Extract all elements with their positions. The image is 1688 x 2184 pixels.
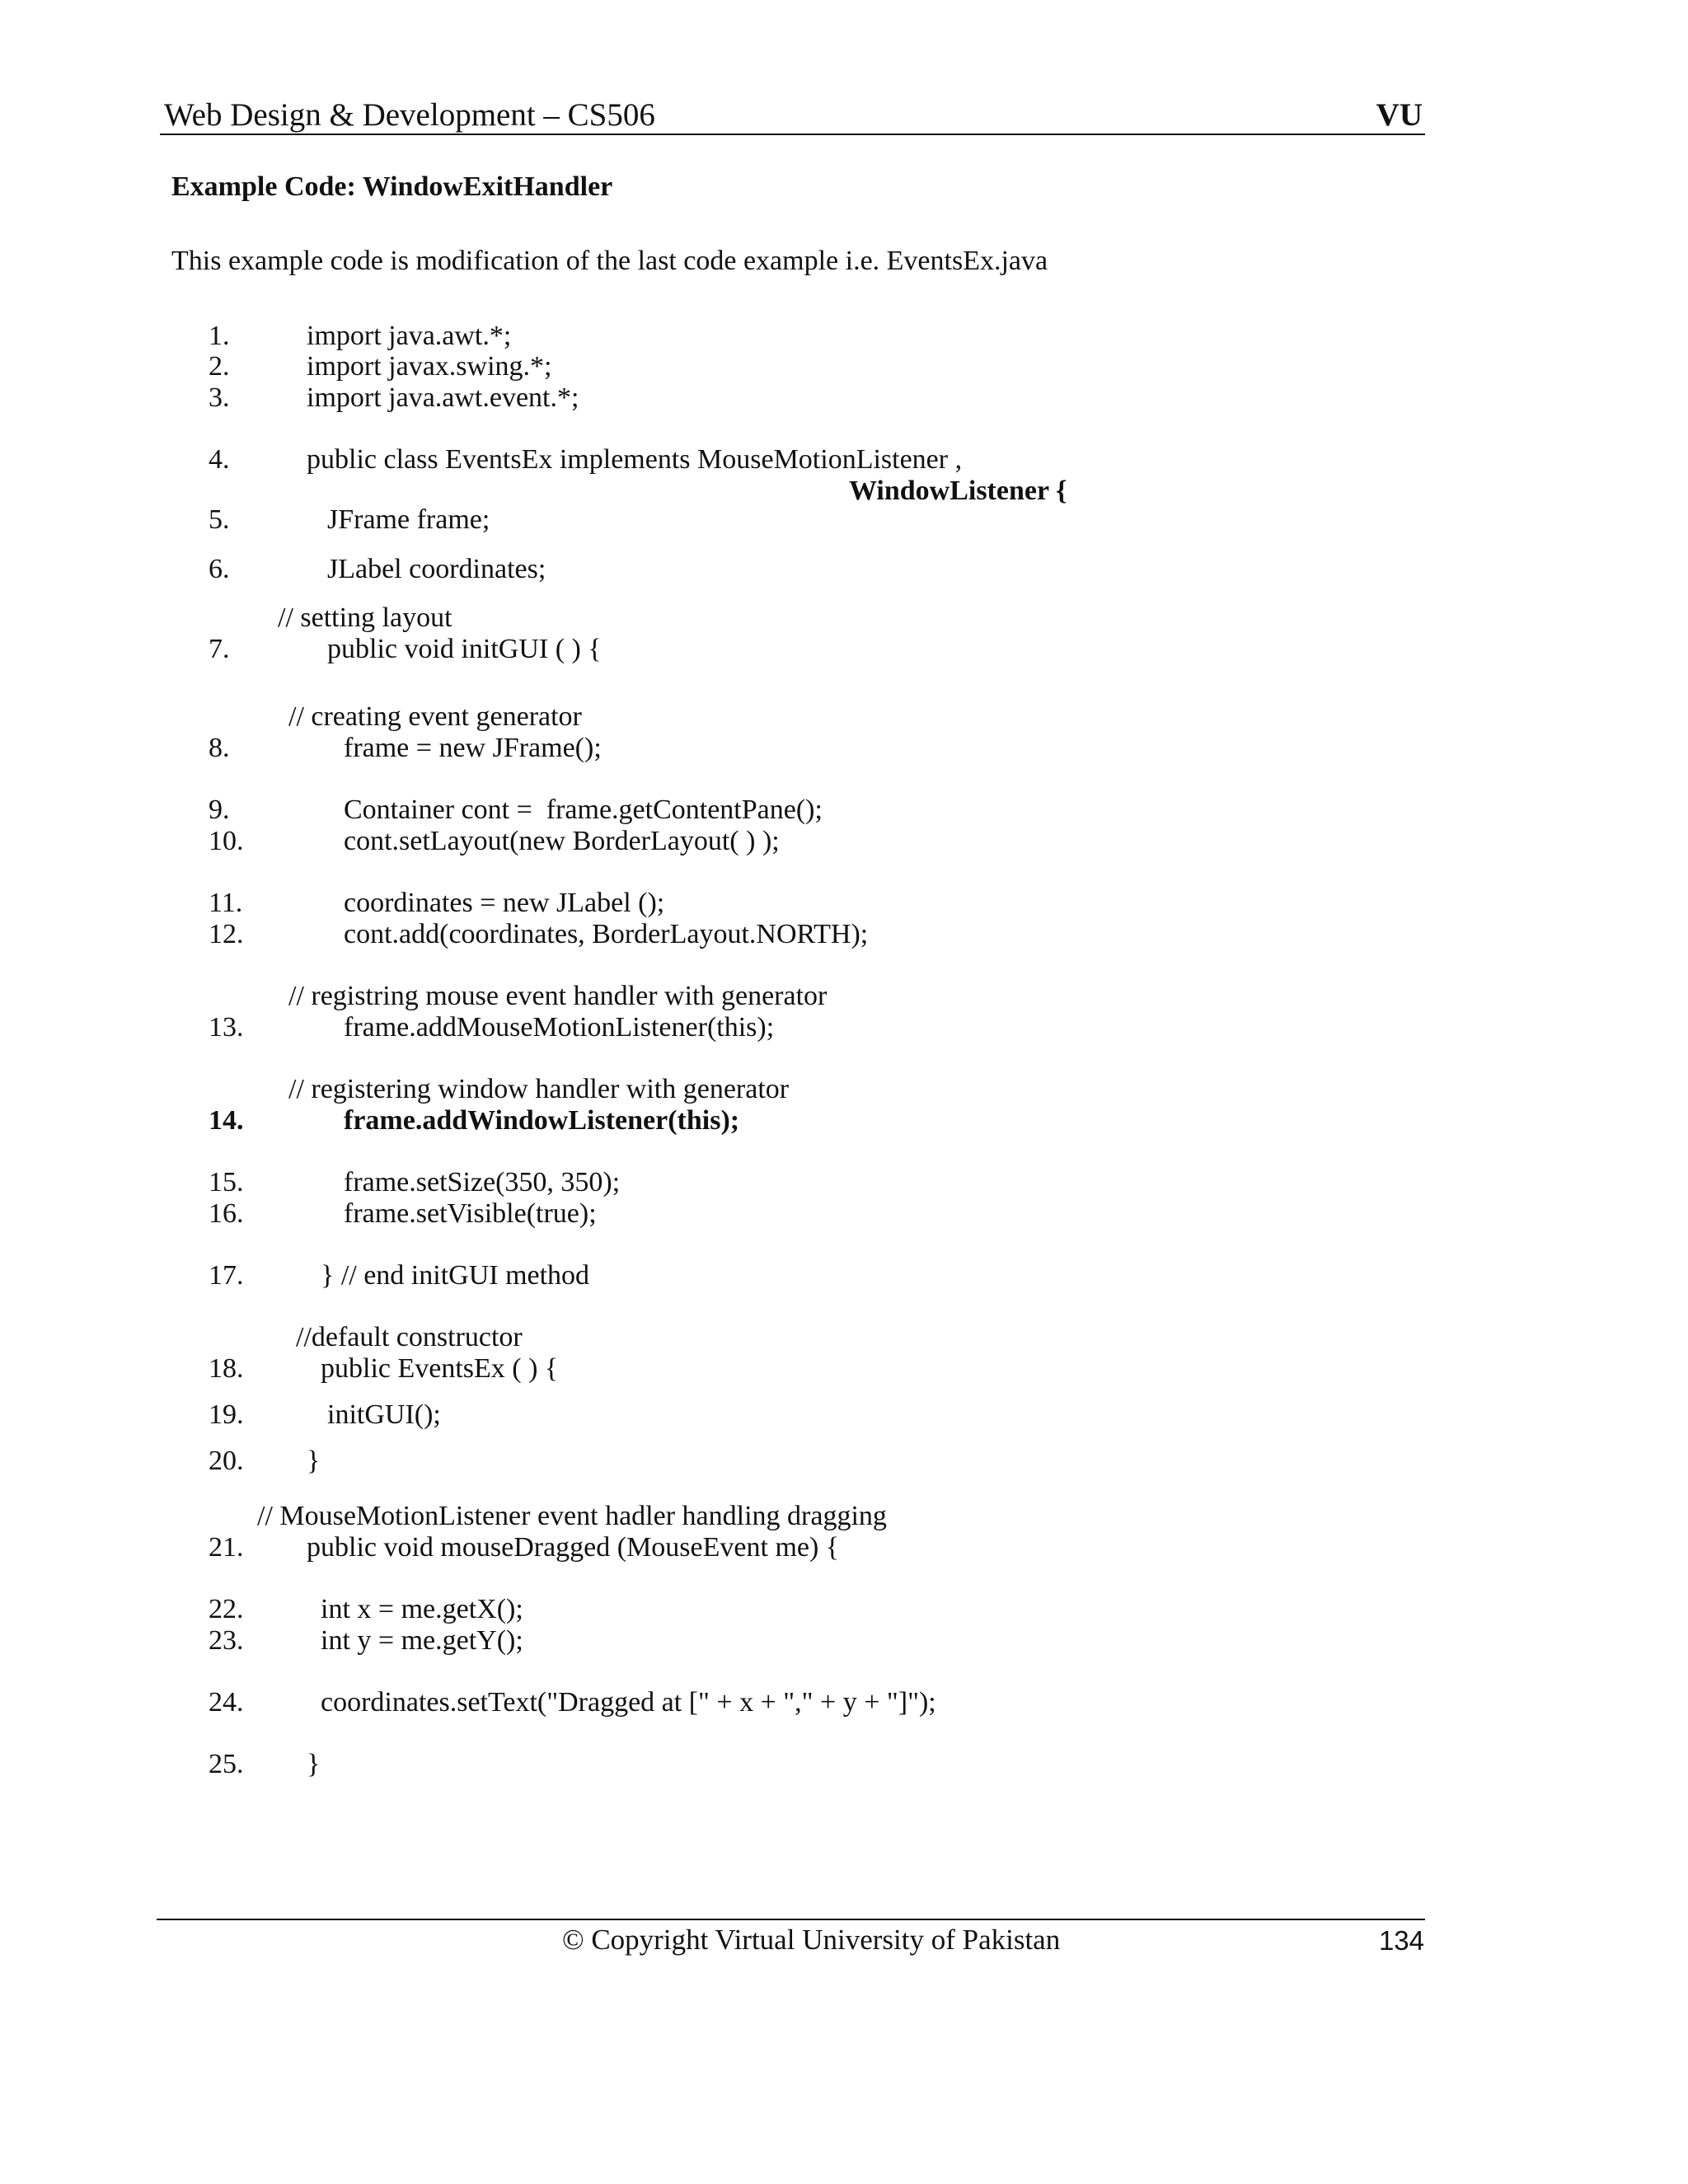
- line-number: 15.: [209, 1167, 244, 1197]
- code-comment: // creating event generator: [288, 701, 582, 732]
- line-number: 7.: [209, 634, 230, 664]
- line-number: 8.: [209, 733, 230, 763]
- code-line: public void mouseDragged (MouseEvent me) {: [307, 1532, 840, 1563]
- line-number: 24.: [209, 1687, 244, 1718]
- code-line: public void initGUI ( ) {: [327, 634, 602, 664]
- code-line: frame.setSize(350, 350);: [344, 1167, 621, 1197]
- line-number: 23.: [209, 1625, 244, 1656]
- code-comment: // setting layout: [278, 602, 452, 633]
- code-line: frame.setVisible(true);: [344, 1198, 597, 1229]
- code-line: cont.add(coordinates, BorderLayout.NORTH);: [344, 919, 869, 949]
- code-line: coordinates = new JLabel ();: [344, 888, 665, 918]
- code-line: }: [307, 1749, 321, 1779]
- line-number: 12.: [209, 919, 244, 949]
- line-number: 18.: [209, 1353, 244, 1384]
- header-title: Web Design & Development – CS506: [164, 97, 655, 133]
- code-line: public class EventsEx implements MouseMotionListener ,: [307, 444, 963, 475]
- code-comment: // registring mouse event handler with generator: [288, 981, 828, 1011]
- code-comment: // registering window handler with generator: [288, 1074, 790, 1104]
- line-number: 20.: [209, 1446, 244, 1476]
- code-line: frame.addWindowListener(this);: [344, 1105, 740, 1136]
- header-rule: [160, 134, 1425, 135]
- line-number: 21.: [209, 1532, 244, 1563]
- code-line: cont.setLayout(new BorderLayout( ) );: [344, 826, 780, 856]
- line-number: 10.: [209, 826, 244, 856]
- code-line: import java.awt.*;: [307, 321, 512, 351]
- line-number: 17.: [209, 1260, 244, 1291]
- code-line: coordinates.setText("Dragged at [" + x + "," + y + "]");: [321, 1687, 936, 1718]
- line-number: 6.: [209, 554, 230, 584]
- code-comment: //default constructor: [296, 1322, 523, 1352]
- code-line: JFrame frame;: [327, 504, 490, 535]
- line-number: 3.: [209, 382, 230, 413]
- footer-copyright: © Copyright Virtual University of Pakistan: [562, 1924, 1061, 1956]
- line-number: 13.: [209, 1012, 244, 1043]
- line-number: 4.: [209, 444, 230, 475]
- code-line: JLabel coordinates;: [327, 554, 546, 584]
- code-line: } // end initGUI method: [321, 1260, 590, 1291]
- code-line-continuation: WindowListener {: [849, 476, 1067, 506]
- intro-paragraph: This example code is modification of the last code example i.e. EventsEx.java: [171, 246, 1048, 276]
- code-line: initGUI();: [327, 1399, 441, 1430]
- section-title: Example Code: WindowExitHandler: [171, 171, 613, 202]
- code-line: import java.awt.event.*;: [307, 382, 579, 413]
- line-number: 16.: [209, 1198, 244, 1229]
- code-comment: // MouseMotionListener event hadler handling dragging: [257, 1501, 887, 1531]
- line-number: 9.: [209, 794, 230, 825]
- code-line: frame = new JFrame();: [344, 733, 602, 763]
- line-number: 1.: [209, 321, 230, 351]
- header-logo-text: VU: [1376, 97, 1423, 133]
- code-line: frame.addMouseMotionListener(this);: [344, 1012, 775, 1043]
- line-number: 22.: [209, 1594, 244, 1624]
- line-number: 25.: [209, 1749, 244, 1779]
- line-number: 11.: [209, 888, 243, 918]
- code-line: }: [307, 1446, 321, 1476]
- line-number: 5.: [209, 504, 230, 535]
- line-number: 14.: [209, 1105, 244, 1136]
- page-number: 134: [1378, 1925, 1424, 1956]
- code-line: Container cont = frame.getContentPane();: [344, 794, 823, 825]
- line-number: 2.: [209, 351, 230, 382]
- code-line: public EventsEx ( ) {: [321, 1353, 559, 1384]
- code-line: int x = me.getX();: [321, 1594, 523, 1624]
- code-line: int y = me.getY();: [321, 1625, 523, 1656]
- code-line: import javax.swing.*;: [307, 351, 552, 382]
- footer-rule: [157, 1919, 1425, 1920]
- line-number: 19.: [209, 1399, 244, 1430]
